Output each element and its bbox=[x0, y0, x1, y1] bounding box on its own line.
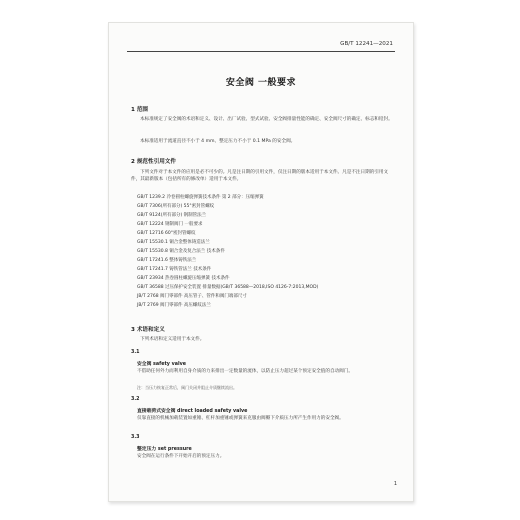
section-1-heading: 1 范围 bbox=[131, 107, 149, 113]
term-number: 3.1 bbox=[131, 350, 140, 355]
term-name: 安全阀 safety valve bbox=[137, 362, 186, 367]
reference-item: GB/T 1239.2 冷卷圆柱螺旋弹簧技术条件 第 2 部分：压缩弹簧 bbox=[137, 195, 264, 200]
term-definition: 仅靠直接的机械加载装置如重锤、杠杆加重锤或弹簧来克服由阀瓣下介质压力所产生作用力的安全阀。 bbox=[137, 416, 344, 421]
term-definition: 不借助任何外力而利用自身介质的力来排出一定数量的流体，以防止压力超过某个预定安全值的自动阀门。 bbox=[137, 369, 353, 374]
document-page bbox=[108, 22, 414, 502]
section-1-para-2: 本标准适用于流道直径不小于 4 mm、整定压力不小于 0.1 MPa 的安全阀。 bbox=[140, 139, 296, 144]
reference-item: GB/T 15530.8 铜合金及复合法兰 技术条件 bbox=[137, 249, 225, 254]
term-name: 直接载荷式安全阀 direct loaded safety valve bbox=[137, 409, 248, 414]
standard-code: GB/T 12241—2021 bbox=[340, 41, 393, 47]
term-definition: 安全阀在运行条件下开始开启的预定压力。 bbox=[137, 454, 225, 459]
reference-item: GB/T 12716 60°密封管螺纹 bbox=[137, 231, 196, 236]
header-rule bbox=[127, 51, 395, 52]
reference-item: GB/T 17241.7 铸铁管法兰 技术条件 bbox=[137, 267, 212, 272]
reference-item: GB/T 23934 热卷圆柱螺旋压缩弹簧 技术条件 bbox=[137, 276, 230, 281]
term-name: 整定压力 set pressure bbox=[137, 447, 192, 452]
reference-item: GB/T 7306(所有部分) 55°密封管螺纹 bbox=[137, 204, 215, 209]
term-number: 3.3 bbox=[131, 435, 140, 440]
reference-item: GB/T 36588 过压保护安全装置 排量数据(GB/T 36588—2018,ISO 4126-7:2013,MOD) bbox=[137, 285, 319, 290]
reference-item: JB/T 2769 阀门零部件 高压螺纹法兰 bbox=[137, 303, 211, 308]
term-note: 注：当压力恢复正常后，阀门关闭并阻止介质继续流出。 bbox=[137, 385, 237, 390]
section-3-heading: 3 术语和定义 bbox=[131, 327, 165, 333]
reference-item: GB/T 15530.1 铜合金整体铸造法兰 bbox=[137, 240, 210, 245]
section-2-intro: 下列文件对于本文件的应用是必不可少的。凡是注日期的引用文件，仅注日期的版本适用于本文件。凡是不注日期的引用文件，其最新版本（包括所有的修改单）适用于本文件。 bbox=[131, 170, 389, 182]
reference-item: GB/T 12224 钢制阀门 一般要求 bbox=[137, 222, 203, 227]
reference-item: JB/T 2768 阀门零部件 高压管子、管件和阀门端部尺寸 bbox=[137, 294, 247, 299]
reference-item: GB/T 9124(所有部分) 钢制管法兰 bbox=[137, 213, 207, 218]
section-1-para-1: 本标准规定了安全阀的术语和定义、设计、出厂试验、型式试验、安全阀排量性能的确定、安全阀尺寸的确定、标志和铅封。 bbox=[140, 117, 393, 122]
document-title: 安全阀 一般要求 bbox=[225, 78, 297, 88]
page-number: 1 bbox=[393, 481, 397, 487]
section-3-intro: 下列术语和定义适用于本文件。 bbox=[140, 337, 205, 342]
term-number: 3.2 bbox=[131, 397, 140, 402]
section-2-heading: 2 规范性引用文件 bbox=[131, 159, 176, 165]
reference-item: GB/T 17241.6 整体铸铁法兰 bbox=[137, 258, 197, 263]
